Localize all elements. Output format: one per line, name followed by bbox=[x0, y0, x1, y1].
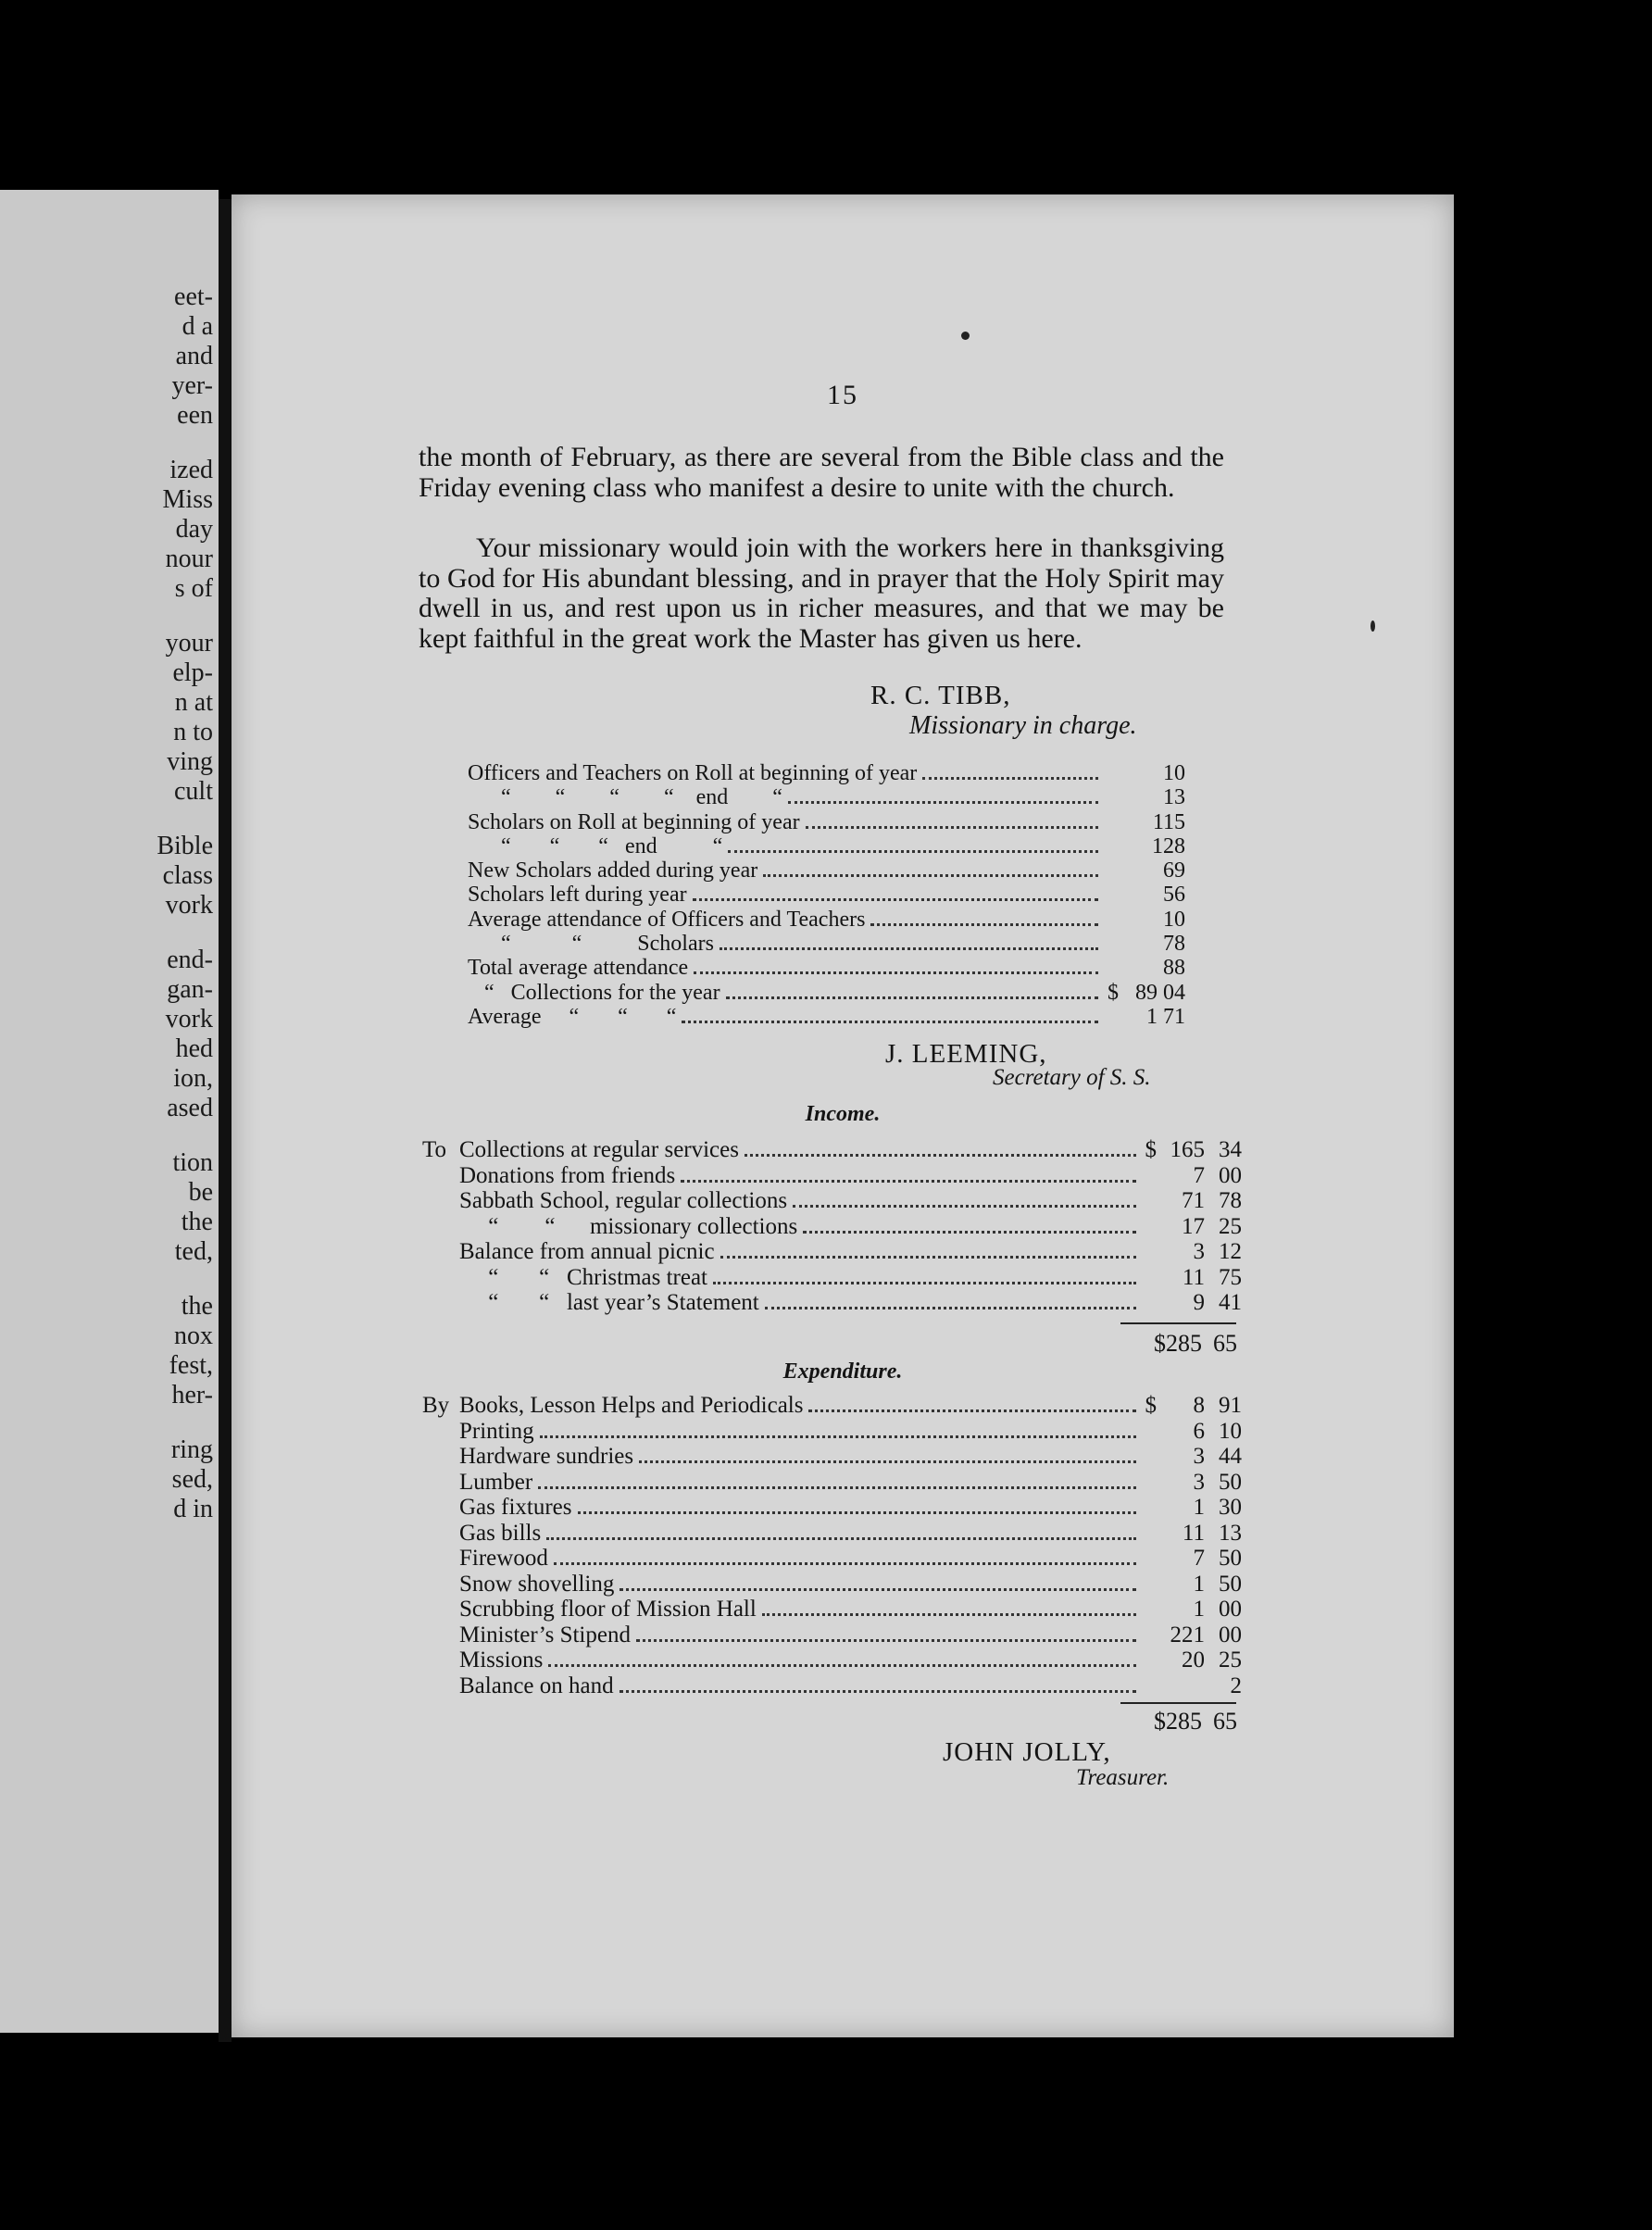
expenditure-row bbox=[422, 1521, 1242, 1547]
stats-label: “ Collections for the year bbox=[468, 980, 720, 1005]
dot-leader bbox=[546, 1537, 1136, 1540]
left-page-text-fragment: ring bbox=[170, 1435, 213, 1464]
dot-leader bbox=[762, 1613, 1136, 1616]
ledger-label: Lumber bbox=[459, 1469, 533, 1495]
income-total-dollars: $285 bbox=[1154, 1330, 1202, 1357]
ledger-dollars: 165 bbox=[1170, 1137, 1205, 1162]
dot-leader bbox=[922, 777, 1098, 780]
left-page-text-fragment: hed bbox=[175, 1034, 213, 1063]
ledger-cents: 13 bbox=[1219, 1520, 1242, 1546]
ledger-dollars: 11 bbox=[1182, 1264, 1205, 1290]
dot-leader bbox=[578, 1511, 1137, 1514]
ledger-label: Balance from annual picnic bbox=[459, 1239, 715, 1264]
ink-speck bbox=[961, 332, 970, 340]
page-15 bbox=[232, 194, 1454, 2037]
stats-value: 1 71 bbox=[1146, 1004, 1185, 1029]
income-row bbox=[422, 1290, 1242, 1316]
stats-value: 56 bbox=[1163, 883, 1185, 908]
expenditure-heading: Expenditure. bbox=[782, 1359, 903, 1384]
currency-sign: $ bbox=[1145, 1137, 1157, 1162]
dot-leader bbox=[808, 1409, 1136, 1412]
left-page-text-fragment: the bbox=[181, 1208, 213, 1236]
left-page-text-fragment: your bbox=[165, 629, 213, 658]
stats-row bbox=[468, 932, 1185, 956]
left-page-text-fragment: ized bbox=[169, 456, 213, 484]
expenditure-row bbox=[422, 1597, 1242, 1622]
book-gutter bbox=[219, 199, 232, 2042]
expenditure-row bbox=[422, 1393, 1242, 1419]
ledger-dollars: 7 bbox=[1193, 1546, 1205, 1571]
left-page-text-fragment: ted, bbox=[174, 1237, 213, 1266]
ledger-cents: 50 bbox=[1219, 1546, 1242, 1571]
stats-label: “ “ “ end “ bbox=[468, 833, 723, 858]
ledger-cents: 44 bbox=[1219, 1444, 1242, 1469]
left-page-text-fragment: een bbox=[177, 401, 213, 430]
stats-row bbox=[468, 1005, 1185, 1029]
left-page-text-fragment: n to bbox=[173, 718, 213, 746]
ledger-dollars: 1 bbox=[1193, 1597, 1205, 1622]
dot-leader bbox=[793, 1205, 1136, 1208]
ledger-dollars: 8 bbox=[1193, 1393, 1205, 1418]
ledger-label: Gas fixtures bbox=[459, 1495, 572, 1520]
treasurer-signature-title: Treasurer. bbox=[1076, 1765, 1170, 1790]
expenditure-ledger bbox=[422, 1393, 1242, 1698]
income-row bbox=[422, 1239, 1242, 1265]
stats-row bbox=[468, 858, 1185, 883]
stats-label: “ “ Scholars bbox=[468, 932, 714, 957]
left-page-text-fragment: day bbox=[175, 515, 213, 544]
left-page-text-fragment: ion, bbox=[173, 1064, 213, 1093]
expenditure-row bbox=[422, 1470, 1242, 1496]
ledger-dollars: 1 bbox=[1193, 1495, 1205, 1520]
dot-leader bbox=[765, 1307, 1136, 1309]
income-ledger bbox=[422, 1137, 1242, 1316]
dot-leader bbox=[728, 850, 1098, 853]
left-page-text-fragment: yer- bbox=[171, 371, 213, 400]
ledger-cents: 00 bbox=[1219, 1622, 1242, 1647]
stats-label: Scholars left during year bbox=[468, 883, 687, 908]
ledger-dollars: 11 bbox=[1182, 1520, 1205, 1546]
left-page-text-fragment: nour bbox=[165, 545, 213, 573]
left-page-text-fragment: vork bbox=[165, 1005, 213, 1034]
ledger-cents: 10 bbox=[1219, 1418, 1242, 1444]
stats-value: 69 bbox=[1163, 858, 1185, 883]
currency-sign: $ bbox=[1108, 980, 1119, 1005]
stats-label: Officers and Teachers on Roll at beginning of year bbox=[468, 761, 918, 785]
ledger-label: Donations from friends bbox=[459, 1162, 676, 1188]
ledger-dollars: 1 bbox=[1193, 1571, 1205, 1597]
left-page-text-fragment: tion bbox=[172, 1148, 213, 1177]
dot-leader bbox=[713, 1282, 1136, 1284]
expenditure-row bbox=[422, 1647, 1242, 1673]
left-page-text-fragment: elp- bbox=[172, 658, 213, 687]
ledger-dollars: 3 bbox=[1193, 1444, 1205, 1469]
dot-leader bbox=[720, 947, 1098, 950]
dot-leader bbox=[803, 1231, 1136, 1234]
left-page-text-fragment: ased bbox=[167, 1094, 213, 1122]
ledger-label: Snow shovelling bbox=[459, 1571, 615, 1597]
left-page-text-fragment: nox bbox=[174, 1322, 213, 1350]
ledger-cents: 30 bbox=[1219, 1495, 1242, 1520]
ledger-dollars: 17 bbox=[1182, 1213, 1205, 1239]
left-page-fragment bbox=[0, 190, 219, 2033]
stats-row bbox=[468, 761, 1185, 785]
left-page-text-fragment: Miss bbox=[162, 485, 213, 514]
sabbath-school-stats bbox=[468, 761, 1185, 1029]
ledger-cents: 2 bbox=[1230, 1672, 1242, 1698]
left-page-text-fragment: the bbox=[181, 1292, 213, 1321]
dot-leader bbox=[693, 898, 1098, 901]
ledger-label: Books, Lesson Helps and Periodicals bbox=[459, 1393, 804, 1418]
dot-leader bbox=[548, 1664, 1136, 1667]
ledger-prefix: By bbox=[422, 1393, 450, 1418]
income-row bbox=[422, 1214, 1242, 1240]
ledger-cents: 34 bbox=[1219, 1137, 1242, 1162]
ledger-cents: 91 bbox=[1219, 1393, 1242, 1418]
left-page-text-fragment: ving bbox=[167, 747, 213, 776]
expenditure-row bbox=[422, 1444, 1242, 1470]
stats-label: Scholars on Roll at beginning of year bbox=[468, 809, 800, 834]
stats-value: 10 bbox=[1163, 761, 1185, 785]
left-page-text-fragment: n at bbox=[174, 688, 213, 717]
income-total bbox=[1083, 1330, 1237, 1358]
dot-leader bbox=[788, 801, 1098, 804]
letter-paragraph: the month of February, as there are several from the Bible class and the Friday evening class who manifest a desire to unite with the church. bbox=[419, 442, 1224, 503]
ledger-label: Firewood bbox=[459, 1546, 548, 1571]
left-page-text-fragment: cult bbox=[174, 777, 213, 806]
dot-leader bbox=[806, 826, 1098, 829]
dot-leader bbox=[682, 1021, 1098, 1023]
dot-leader bbox=[681, 1180, 1136, 1183]
ledger-dollars: 20 bbox=[1182, 1647, 1205, 1672]
stats-value: 128 bbox=[1152, 833, 1185, 858]
left-page-text-fragment: eet- bbox=[174, 282, 213, 311]
ledger-cents: 75 bbox=[1219, 1264, 1242, 1290]
dot-leader bbox=[745, 1154, 1136, 1157]
stats-row bbox=[468, 883, 1185, 907]
ledger-label: “ “ missionary collections bbox=[459, 1213, 798, 1239]
stats-label: New Scholars added during year bbox=[468, 858, 758, 883]
income-total-cents: 65 bbox=[1213, 1330, 1237, 1357]
ledger-label: “ “ last year’s Statement bbox=[459, 1290, 759, 1315]
currency-sign: $ bbox=[1145, 1393, 1157, 1418]
ledger-cents: 00 bbox=[1219, 1597, 1242, 1622]
dot-leader bbox=[538, 1486, 1136, 1489]
stats-value: 10 bbox=[1163, 907, 1185, 932]
stats-value: 78 bbox=[1163, 932, 1185, 957]
ledger-label: Hardware sundries bbox=[459, 1444, 634, 1469]
expenditure-row bbox=[422, 1419, 1242, 1445]
left-page-text-fragment: d in bbox=[173, 1495, 213, 1523]
ledger-cents: 12 bbox=[1219, 1239, 1242, 1264]
left-page-text-fragment: s of bbox=[174, 574, 213, 603]
dot-leader bbox=[639, 1460, 1136, 1463]
stats-value: 88 bbox=[1163, 956, 1185, 981]
ledger-prefix: To bbox=[422, 1137, 447, 1162]
stats-value: 13 bbox=[1163, 785, 1185, 810]
secretary-signature-name: J. LEEMING, bbox=[885, 1039, 1047, 1069]
stats-value: 89 04 bbox=[1135, 980, 1185, 1005]
dot-leader bbox=[636, 1639, 1136, 1642]
dot-leader bbox=[540, 1435, 1136, 1438]
dot-leader bbox=[726, 996, 1098, 999]
ledger-dollars: 3 bbox=[1193, 1469, 1205, 1495]
stats-row bbox=[468, 956, 1185, 980]
ledger-label: Collections at regular services bbox=[459, 1137, 739, 1162]
ledger-dollars: 71 bbox=[1182, 1188, 1205, 1213]
ledger-dollars: 3 bbox=[1193, 1239, 1205, 1264]
ledger-cents: 25 bbox=[1219, 1647, 1242, 1672]
ledger-dollars: 221 bbox=[1170, 1622, 1205, 1647]
left-page-text-fragment: be bbox=[188, 1178, 213, 1207]
income-heading: Income. bbox=[805, 1102, 881, 1126]
ledger-label: Missions bbox=[459, 1647, 544, 1672]
stats-row bbox=[468, 810, 1185, 834]
stats-label: Total average attendance bbox=[468, 956, 689, 981]
ledger-label: Minister’s Stipend bbox=[459, 1622, 631, 1647]
ledger-cents: 25 bbox=[1219, 1213, 1242, 1239]
dot-leader bbox=[763, 874, 1098, 877]
stats-row bbox=[468, 981, 1185, 1005]
expenditure-row bbox=[422, 1622, 1242, 1648]
ledger-cents: 00 bbox=[1219, 1162, 1242, 1188]
dot-leader bbox=[694, 971, 1098, 974]
stats-label: Average “ “ “ bbox=[468, 1004, 677, 1029]
left-page-text-fragment: and bbox=[175, 342, 213, 370]
ledger-label: Gas bills bbox=[459, 1520, 542, 1546]
income-row bbox=[422, 1163, 1242, 1189]
income-row bbox=[422, 1188, 1242, 1214]
expenditure-row bbox=[422, 1546, 1242, 1572]
left-page-text-fragment: class bbox=[162, 861, 213, 890]
stats-row bbox=[468, 785, 1185, 809]
ledger-label: Scrubbing floor of Mission Hall bbox=[459, 1597, 757, 1622]
letter-paragraph: Your missionary would join with the workers here in thanksgiving to God for His abundant blessing, and in prayer that the Holy Spirit may dwell in us, and rest upon us in richer measures, and that we may be kept faithful in the great work the Master has given us here. bbox=[419, 532, 1224, 654]
left-page-text-fragment: vork bbox=[165, 891, 213, 920]
income-total-rule bbox=[1120, 1322, 1236, 1324]
left-page-text-fragment: fest, bbox=[169, 1351, 213, 1380]
expenditure-total-dollars: $285 bbox=[1154, 1708, 1202, 1735]
expenditure-row bbox=[422, 1495, 1242, 1521]
dot-leader bbox=[720, 1256, 1136, 1259]
stats-value: 115 bbox=[1152, 809, 1185, 834]
ledger-label: Balance on hand bbox=[459, 1672, 614, 1698]
stats-label: Average attendance of Officers and Teachers bbox=[468, 907, 866, 932]
missionary-signature-title: Missionary in charge. bbox=[909, 711, 1137, 740]
missionary-signature-name: R. C. TIBB, bbox=[870, 681, 1011, 710]
left-page-text-fragment: end- bbox=[167, 946, 213, 974]
left-page-text-fragment: Bible bbox=[156, 832, 213, 860]
stats-row bbox=[468, 834, 1185, 858]
expenditure-total bbox=[1083, 1708, 1237, 1735]
left-page-text-fragment: d a bbox=[181, 312, 213, 341]
ledger-dollars: 9 bbox=[1193, 1290, 1205, 1315]
income-row bbox=[422, 1265, 1242, 1291]
expenditure-row bbox=[422, 1572, 1242, 1597]
ledger-cents: 78 bbox=[1219, 1188, 1242, 1213]
ledger-cents: 50 bbox=[1219, 1469, 1242, 1495]
ledger-cents: 50 bbox=[1219, 1571, 1242, 1597]
ledger-label: “ “ Christmas treat bbox=[459, 1264, 707, 1290]
page-number: 15 bbox=[827, 380, 858, 410]
ledger-label: Sabbath School, regular collections bbox=[459, 1188, 788, 1213]
left-page-text-fragment: sed, bbox=[171, 1465, 213, 1494]
dot-leader bbox=[620, 1690, 1136, 1693]
left-page-text-fragment: gan- bbox=[167, 975, 213, 1004]
secretary-signature-title: Secretary of S. S. bbox=[993, 1065, 1151, 1090]
dot-leader bbox=[554, 1562, 1136, 1565]
left-page-text-fragment: her- bbox=[171, 1381, 213, 1409]
ink-speck bbox=[1370, 620, 1375, 632]
ledger-cents: 41 bbox=[1219, 1290, 1242, 1315]
ledger-dollars: 7 bbox=[1193, 1162, 1205, 1188]
ledger-label: Printing bbox=[459, 1418, 534, 1444]
expenditure-total-cents: 65 bbox=[1213, 1708, 1237, 1735]
stats-label: “ “ “ “ end “ bbox=[468, 785, 782, 810]
income-row bbox=[422, 1137, 1242, 1163]
dot-leader bbox=[870, 923, 1098, 926]
treasurer-signature-name: JOHN JOLLY, bbox=[943, 1737, 1111, 1767]
stats-row bbox=[468, 908, 1185, 932]
dot-leader bbox=[620, 1588, 1136, 1591]
ledger-dollars: 6 bbox=[1193, 1418, 1205, 1444]
expenditure-row bbox=[422, 1673, 1242, 1699]
expenditure-total-rule bbox=[1120, 1702, 1236, 1704]
